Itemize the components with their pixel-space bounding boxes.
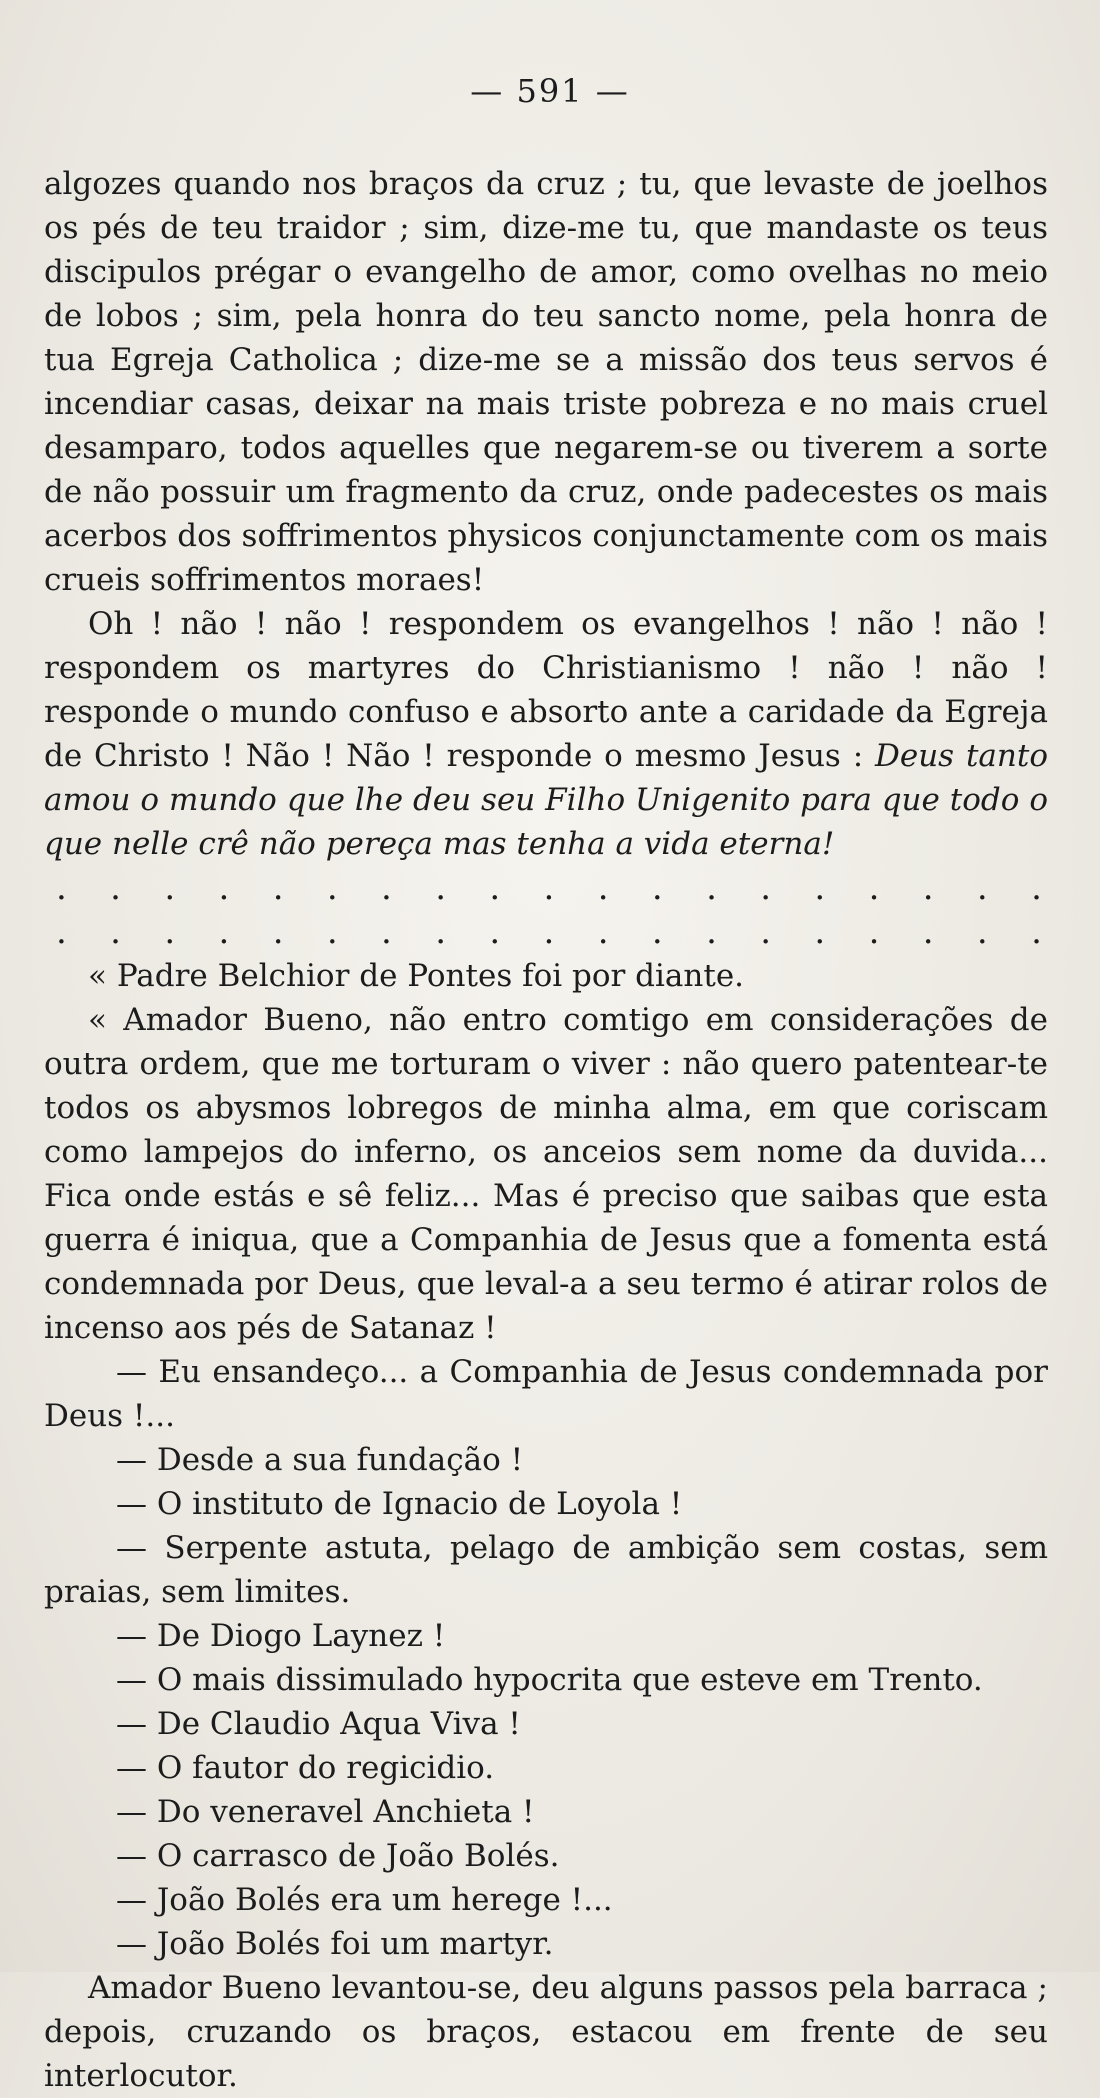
ellipsis-row-1: . . . . . . . . . . . . . . . . . . . (56, 868, 1042, 908)
dialogue-line: — Serpente astuta, pelago de ambição sem costas, sem praias, sem limites. (44, 1530, 1048, 1610)
dialogue-line: — De Claudio Aqua Viva ! (116, 1706, 521, 1742)
dialogue-line: — João Bolés foi um martyr. (116, 1926, 554, 1962)
paragraph-closing: Amador Bueno levantou-se, deu alguns passos pela barraca ; depois, cruzando os braços, estacou em frente de seu interlocutor. (44, 1970, 1048, 2094)
dialogue-line: — De Diogo Laynez ! (116, 1618, 446, 1654)
dialogue-line: — O fautor do regicidio. (116, 1750, 495, 1786)
gospel-quote: Deus tanto amou o mundo que lhe deu seu Filho Unigenito para que todo o que nelle crê não pereça mas tenha a vida eterna! (44, 738, 1048, 862)
ellipsis-row-2: . . . . . . . . . . . . . . . . . . . (56, 912, 1042, 952)
dialogue-line: — O carrasco de João Bolés. (116, 1838, 560, 1874)
paragraph-narration: « Padre Belchior de Pontes foi por diante. (88, 958, 745, 994)
page-number: — 591 — (470, 72, 630, 110)
paragraph-speech: « Amador Bueno, não entro comtigo em considerações de outra ordem, que me torturam o viver : não quero patentear-te todos os abysmos lobregos de minha alma, em que coriscam como lampejos do inferno, os anceios sem nome da duvida... Fica onde estás e sê feliz... Mas é preciso que saibas que esta guerra é iniqua, que a Companhia de Jesus que a fomenta está condemnada por Deus, que leval-a a seu termo é atirar rolos de incenso aos pés de Satanaz ! (44, 1002, 1048, 1346)
paragraph-continuation: algozes quando nos braços da cruz ; tu, que levaste de joelhos os pés de teu traidor ; sim, dize-me tu, que mandaste os teus discipulos prégar o evangelho de amor, como ovelhas no meio de lobos ; sim, pela honra do teu sancto nome, pela honra de tua Egreja Catholica ; dize-me se a missão dos teus servos é incendiar casas, deixar na mais triste pobreza e no mais cruel desamparo, todos aquelles que negarem-se ou tiverem a sorte de não possuir um fragmento da cruz, onde padecestes os mais acerbos dos soffrimentos physicos conjunctamente com os mais crueis soffrimentos moraes! (44, 166, 1049, 598)
page-body (44, 162, 1048, 2098)
dialogue-line: — Eu ensandeço... a Companhia de Jesus condemnada por Deus !... (44, 1354, 1048, 1434)
dialogue-line: — O mais dissimulado hypocrita que esteve em Trento. (116, 1662, 983, 1698)
response-text: Oh ! não ! não ! respondem os evangelhos ! não ! não ! respondem os martyres do Christianismo ! não ! não ! responde o mundo confuso e absorto ante a caridade da Egreja de Christo ! Não ! Não ! responde o mesmo Jesus : (44, 606, 1048, 774)
paragraph-response (44, 602, 1048, 866)
dialogue-line: — João Bolés era um herege !... (116, 1882, 613, 1918)
dialogue-line: — Do veneravel Anchieta ! (116, 1794, 535, 1830)
dialogue-line: — Desde a sua fundação ! (116, 1442, 524, 1478)
dialogue-line: — O instituto de Ignacio de Loyola ! (116, 1486, 683, 1522)
